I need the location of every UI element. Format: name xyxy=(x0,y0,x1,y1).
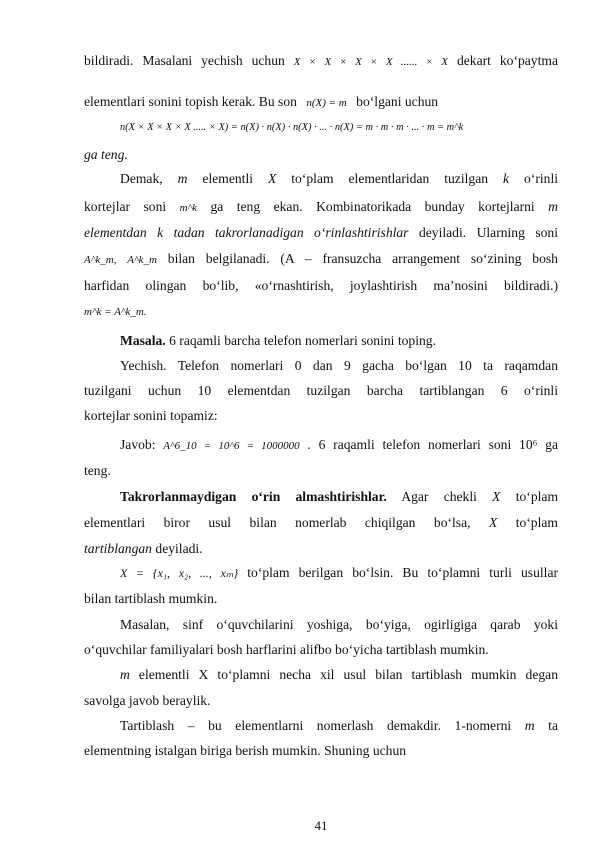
text-line-19 xyxy=(84,540,558,557)
math-formula: A^k_m, xyxy=(84,254,117,266)
text-line-21: bilan tartiblash mumkin. xyxy=(84,591,218,606)
text-fragment: elementli xyxy=(202,171,254,186)
term-italic: tartiblangan xyxy=(84,541,152,556)
math-formula: n(X) = m xyxy=(306,97,347,109)
math-formula: X = {x₁, x₂, ..., xₘ} xyxy=(120,566,239,580)
variable: m xyxy=(548,199,558,214)
text-fragment: dekart ko‘paytma xyxy=(456,53,558,68)
text-fragment: to‘plam berilgan bo‘lsin. Bu to‘plamni turli usullar xyxy=(247,565,558,580)
variable: X xyxy=(492,489,501,504)
math-formula: A^k_m xyxy=(127,254,157,266)
text-fragment: Demak, xyxy=(120,171,163,186)
text-line-20 xyxy=(84,564,558,582)
heading-bold: Takrorlanmaydigan o‘rin almashtirishlar. xyxy=(120,489,387,504)
text-line-11 xyxy=(84,332,558,349)
text-line-26 xyxy=(84,717,558,734)
variable: m xyxy=(524,718,535,733)
math-formula: m^k = A^k_m. xyxy=(84,306,147,318)
text-line-7 xyxy=(84,224,558,241)
math-formula: n(X × X × X × X ..... × X) = n(X) · n(X) · n(X) · ... · n(X) = m · m · m · ... · m = m^k xyxy=(120,122,464,133)
text-line-16: teng. xyxy=(84,463,111,478)
math-formula: m^k xyxy=(179,202,198,214)
text-line-24 xyxy=(84,666,558,683)
term-italic: elementdan k tadan takrorlanadigan o‘rinlashtirishlar xyxy=(84,225,409,240)
text-fragment: ta xyxy=(548,718,558,733)
heading-masala: Masala. xyxy=(120,333,166,348)
text-line-13: tuzilgani uchun 10 elementdan tuzilgan barcha tartiblangan 6 o‘rinli xyxy=(84,383,558,398)
math-formula: X × X × X × X ...... × X xyxy=(293,56,449,68)
formula-line xyxy=(84,119,594,136)
text-fragment: deyiladi. Ularning soni xyxy=(418,225,559,240)
text-fragment: 6 raqamli barcha telefon nomerlari sonini toping. xyxy=(169,333,436,348)
text-fragment: elementlari sonini topish kerak. Bu son xyxy=(84,94,297,109)
text-line-5 xyxy=(84,170,558,187)
text-fragment: elementlari biror usul bilan nomerlab chiqilgan bo‘lsa, xyxy=(84,515,471,530)
text-fragment: to‘plam xyxy=(515,515,558,530)
text-fragment: bildiradi. Masalani yechish uchun xyxy=(84,53,285,68)
text-line-9: harfidan olingan bo‘lib, «o‘rnashtirish, joylashtirish ma’nosini bildiradi.) xyxy=(84,278,558,293)
text-fragment: Tartiblash – bu elementlarni nomerlash demakdir. 1-nomerni xyxy=(120,718,512,733)
text-line-18 xyxy=(84,514,558,531)
text-fragment: bilan belgilanadi. (A – fransuzcha arrangement so‘zining bosh xyxy=(167,251,558,266)
variable: X xyxy=(267,171,277,186)
text-line-22: Masalan, sinf o‘quvchilarini yoshiga, bo‘yiga, ogirligiga qarab yoki xyxy=(120,617,558,632)
text-line-25: savolga javob beraylik. xyxy=(84,693,211,708)
text-line-1 xyxy=(84,52,558,71)
text-fragment: ga teng ekan. Kombinatorikada bunday kortejlarni xyxy=(210,199,535,214)
text-line-17 xyxy=(84,488,558,505)
text-line-15 xyxy=(84,436,558,455)
text-fragment: kortejlar soni xyxy=(84,199,167,214)
text-fragment: deyiladi. xyxy=(155,541,203,556)
variable: m xyxy=(120,667,130,682)
text-line-12: Yechish. Telefon nomerlari 0 dan 9 gacha bo‘lgan 10 ta raqamdan xyxy=(120,358,558,373)
text-fragment: to‘plam elementlaridan tuzilgan xyxy=(291,171,489,186)
text-fragment: Agar chekli xyxy=(401,489,477,504)
text-fragment: Javob: xyxy=(120,437,156,452)
text-line-4: ga teng. xyxy=(84,147,128,162)
variable: m xyxy=(177,171,188,186)
text-line-8 xyxy=(84,250,558,269)
text-line-10 xyxy=(84,302,558,321)
text-line-2 xyxy=(84,93,558,112)
text-fragment: . 6 raqamli telefon nomerlari soni 10⁶ ga xyxy=(307,437,558,452)
text-line-27: elementning istalgan biriga berish mumkin. Shuning uchun xyxy=(84,743,407,758)
variable: k xyxy=(503,171,510,186)
text-fragment: bo‘lgani uchun xyxy=(356,94,439,109)
page-number: 41 xyxy=(314,818,328,833)
math-formula: A^6_10 = 10^6 = 1000000 xyxy=(163,440,300,452)
text-line-14: kortejlar sonini topamiz: xyxy=(84,408,218,423)
text-line-6 xyxy=(84,198,558,217)
text-fragment: o‘rinli xyxy=(524,171,558,186)
variable: X xyxy=(488,515,498,530)
text-line-23: o‘quvchilar familiyalari bosh harflarini alifbo bo‘yicha tartiblash mumkin. xyxy=(84,642,489,657)
text-fragment: elementli X to‘plamni necha xil usul bilan tartiblash mumkin degan xyxy=(138,667,558,682)
text-fragment: to‘plam xyxy=(515,489,559,504)
